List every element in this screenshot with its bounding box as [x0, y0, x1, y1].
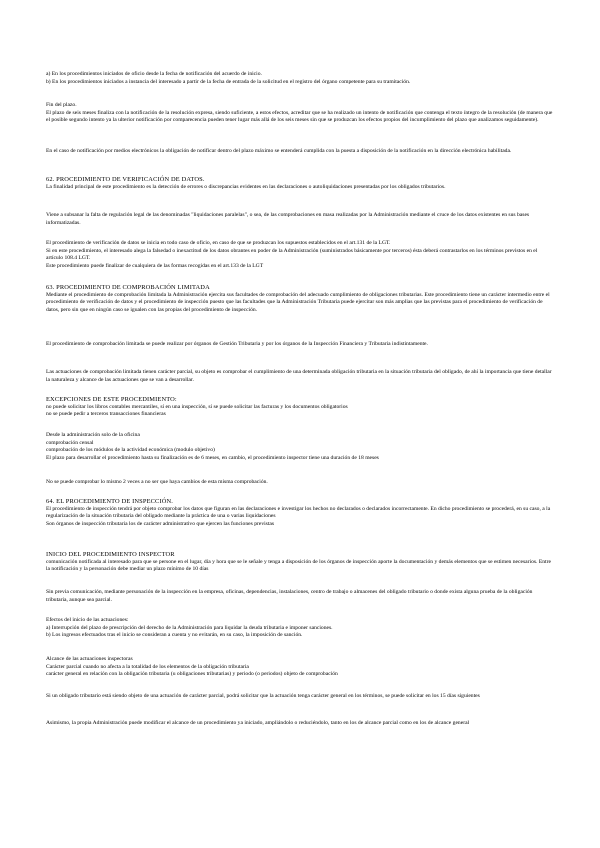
- section-64: [46, 498, 554, 529]
- paragraph: El plazo de seis meses finaliza con la notificación de la resolución expresa, siendo suficiente, a estos efectos, acreditar que se ha realizado un intento de notificación que contenga el texto íntegro de la resolución (de manera que el posible segundo intento ya la ulterior notificación por comparecencia pueden tener lugar más allá de los seis meses sin que se produzcan los efectos propios del incumplimiento del plazo que analizamos seguidamente).: [46, 109, 553, 124]
- section-62: [46, 176, 554, 191]
- section-heading: 63. PROCEDIMIENTO DE COMPROBACIÓN LIMITADA: [46, 284, 210, 291]
- block-inspection-scope: [46, 656, 554, 679]
- block-no-repeat: [46, 479, 554, 487]
- paragraph: Desde la administración solo de la oficina: [46, 432, 140, 438]
- paragraph-heading: Fin del plazo.: [46, 102, 77, 108]
- paragraph: El procedimiento de comprobación limitada se puede realizar por órganos de Gestión Tributaria y por los órganos de la Inspección Financiera y Tributaria indistintamente.: [46, 341, 428, 347]
- section-heading: INICIO DEL PROCEDIMIENTO INSPECTOR: [46, 551, 175, 558]
- section-heading: 64. EL PROCEDIMIENTO DE INSPECCIÓN.: [46, 498, 174, 505]
- paragraph: comunicación notificada al interesado para que se persone en el lugar, día y hora que se le señale y tenga a disposición de los órganos de inspección aporte la documentación y demás elementos que se estimen necesarios. Entre la notificación y la personación debe mediar un plazo mínimo de 10 días: [46, 558, 551, 573]
- paragraph: Sin previa comunicación, mediante personación de la inspección en la empresa, oficinas, dependencias, instalaciones, centro de trabajo o almacenes del obligado tributario o donde exista alguna prueba de la obligación tributaria, aunque sea parcial.: [46, 589, 533, 603]
- paragraph: Este procedimiento puede finalizar de cualquiera de las formas recogidas en el art.133 de la LGT: [46, 263, 264, 270]
- block-parallel-liquidations: [46, 212, 554, 227]
- paragraph: a) En los procedimientos iniciados de oficio desde la fecha de notificación del acuerdo de inicio.: [46, 71, 262, 77]
- paragraph: Carácter parcial cuando no afecta a la totalidad de los elementos de la obligación tributaria: [46, 663, 249, 670]
- block-start-effects: [46, 617, 554, 640]
- paragraph: La finalidad principal de este procedimiento es la detección de errores o discrepancias evidentes en las declaraciones o autoliquidaciones presentadas por los obligados tributarios.: [46, 183, 446, 190]
- block-partial-to-general: [46, 693, 554, 701]
- paragraph: El plazo para desarrollar el procedimiento hasta su finalización es de 6 meses, en cambio, el procedimiento inspector tiene una duración de 18 meses: [46, 455, 379, 462]
- paragraph: carácter general en relación con la obligación tributaria (u obligaciones tributarias) y periodo (o periodos) objeto de comprobación: [46, 671, 338, 678]
- paragraph: No se puede comprobar lo mismo 2 veces a no ser que haya cambios de esta misma comprobación.: [46, 479, 268, 485]
- paragraph-heading: Alcance de las actuaciones inspectoras: [46, 656, 133, 662]
- section-63: [46, 284, 554, 315]
- paragraph: Mediante el procedimiento de comprobación limitada la Administración ejercita sus facultades de comprobación del adecuado cumplimiento de obligaciones tributarias. Este procedimiento tiene un carácter intermedio entre el procedimiento de verificación de datos y el procedimiento de inspección puesto que las facultades que la Administración Tributaria puede ejercitar son más amplias que las previstas para el procedimiento de verificación de datos, pero sin que en ningún caso se igualen con las propias del procedimiento de inspección.: [46, 291, 550, 314]
- block-no-prior-notice: [46, 589, 554, 604]
- block-verification-start: [46, 240, 554, 271]
- paragraph: no puede solicitar los libros contables mercantiles, sí en una inspección, sí se puede solicitar las facturas y los documentos obligatorios: [46, 403, 348, 410]
- block-limited-check-scope: [46, 369, 554, 384]
- block-limited-check-organs: [46, 341, 554, 349]
- paragraph: no se puede pedir a terceros transacciones financieras: [46, 411, 166, 418]
- paragraph: Las actuaciones de comprobación limitada tienen carácter parcial, su objeto es comprobar el cumplimiento de una determinada obligación tributaria en la situación tributaria del obligado, de ahí la importancia que tiene detallar la naturaleza y alcance de las actuaciones que se van a desarrollar.: [46, 369, 552, 383]
- paragraph: Viene a subsanar la falta de regulación legal de las denominadas "liquidaciones paralelas", o sea, de las comprobaciones en masa realizadas por la Administración mediante el cruce de los datos existentes en sus bases informatizadas.: [46, 212, 530, 226]
- paragraph: Si en este procedimiento, el interesado alega la falsedad o inexactitud de los datos obrantes en poder de la Administración (suministrados básicamente por terceros) ésta deberá contrastarlos en los términos previstos en el artículo 108.4 LGT.: [46, 247, 538, 262]
- paragraph: Asimismo, la propia Administración puede modificar el alcance de un procedimiento ya iniciado, ampliándolo o reduciéndolo, tanto en los de alcance parcial como en los de alcance general: [46, 720, 470, 726]
- paragraph: b) En los procedimientos iniciados a instancia del interesado a partir de la fecha de entrada de la solicitud en el registro del órgano competente para su tramitación.: [46, 78, 411, 85]
- section-heading: EXCEPCIONES DE ESTE PROCEDIMIENTO:: [46, 396, 177, 403]
- block-start-dates: [46, 71, 554, 86]
- paragraph: b) Los ingresos efectuados tras el inicio se consideran a cuenta y no evitarán, en su caso, la imposición de sanción.: [46, 632, 303, 639]
- paragraph-heading: Efectos del inicio de las actuaciones:: [46, 617, 129, 623]
- section-heading: 62. PROCEDIMIENTO DE VERIFICACIÓN DE DATOS.: [46, 176, 205, 183]
- block-end-of-term: [46, 102, 554, 125]
- paragraph: En el caso de notificación por medios electrónicos la obligación de notificar dentro del plazo máximo se entenderá cumplida con la puesta a disposición de la notificación en la dirección electrónica habilitada.: [46, 148, 512, 154]
- block-inspection-start: [46, 551, 554, 574]
- paragraph: comprobación censal: [46, 439, 94, 446]
- block-exceptions: [46, 396, 554, 419]
- paragraph: Son órganos de inspección tributaria los de carácter administrativo que ejercen las funciones previstas: [46, 521, 275, 528]
- block-scope-modification: [46, 720, 554, 728]
- paragraph: Si un obligado tributario está siendo objeto de una actuación de carácter parcial, podrá solicitar que la actuación tenga carácter general en los términos, se puede solicitar en los 15 días siguientes: [46, 693, 480, 699]
- block-office-checks: [46, 432, 554, 463]
- paragraph: El procedimiento de verificación de datos se inicia en todo caso de oficio, en caso de que se produzcan los supuestos establecidos en el art.131 de la LGT.: [46, 240, 391, 246]
- paragraph: comprobación de los módulos de la actividad económica (modulo objetivo): [46, 447, 215, 454]
- block-electronic-notification: [46, 148, 554, 156]
- paragraph: a) Interrupción del plazo de prescripción del derecho de la Administración para liquidar la deuda tributaria e imponer sanciones.: [46, 624, 333, 631]
- paragraph: El procedimiento de inspección tendrá por objeto comprobar los datos que figuran en las declaraciones e investigar los hechos no declarados o declarados incorrectamente. En dicho procedimiento se procederá, en su caso, a la regularización de la situación tributaria del obligado mediante la práctica de una o varias liquidaciones: [46, 505, 551, 520]
